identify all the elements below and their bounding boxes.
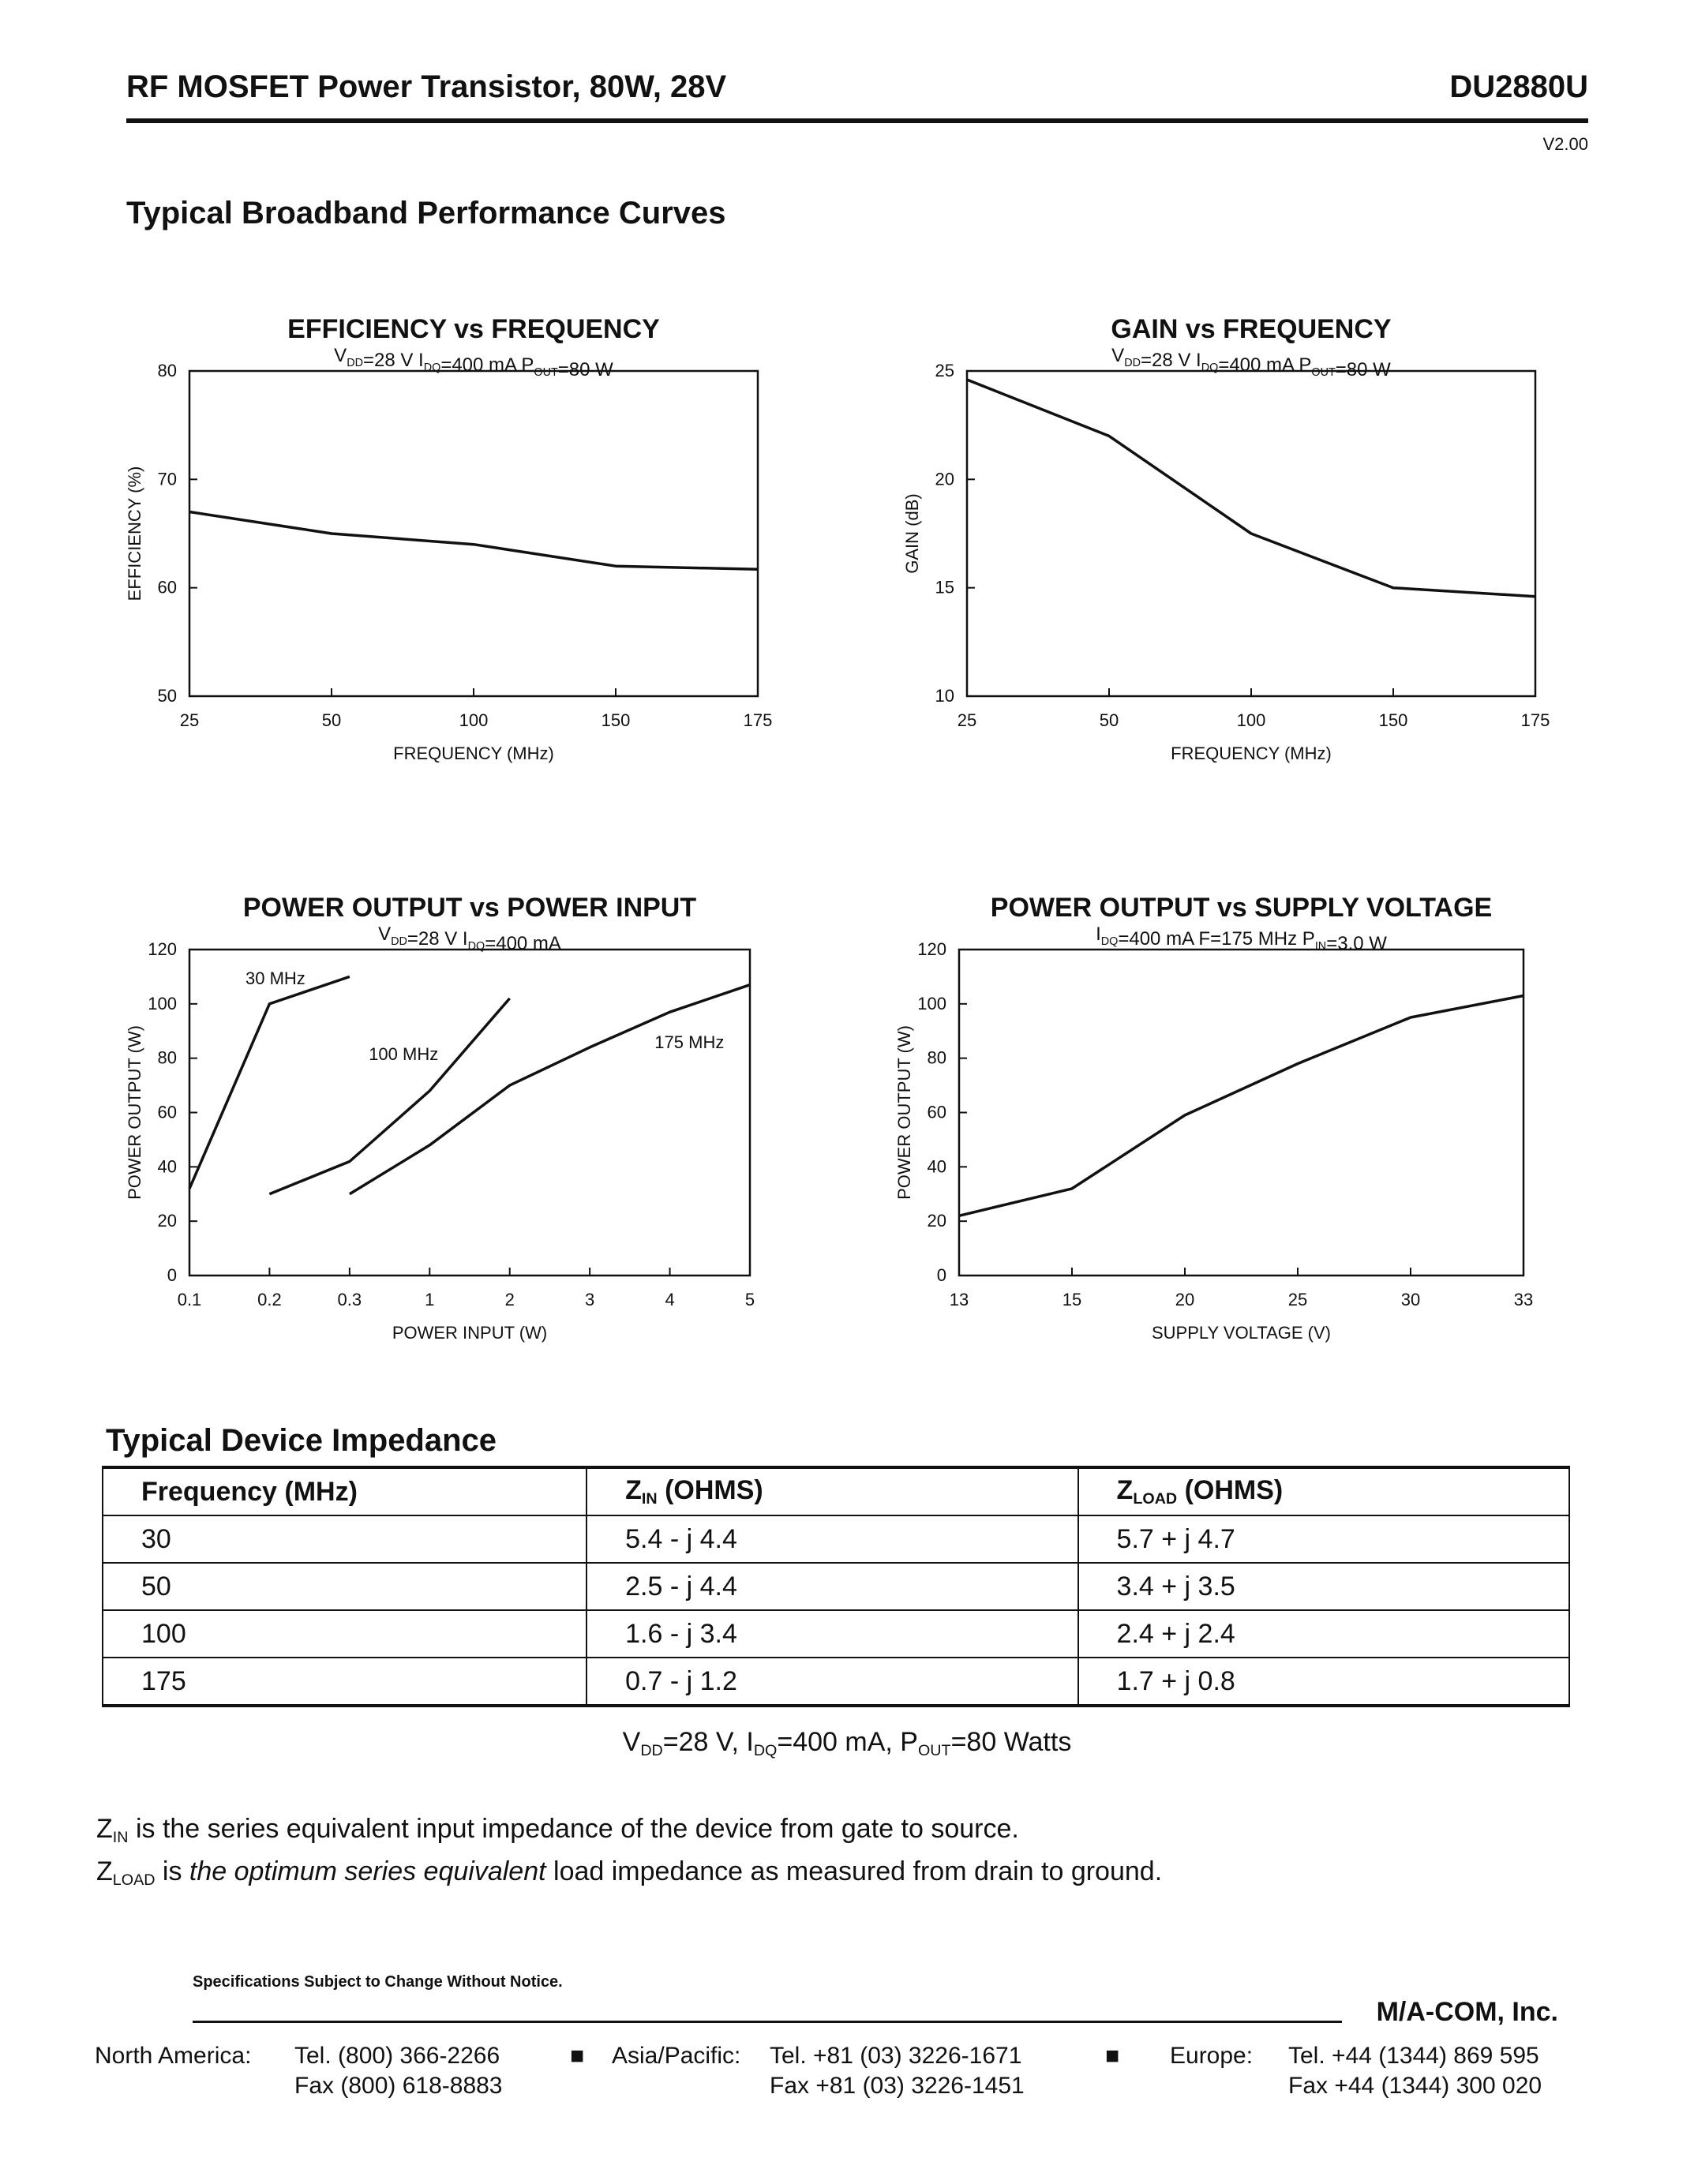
x-axis-label: FREQUENCY (MHz) — [393, 744, 554, 763]
chart-subtitle: $V_{DD}=28$ V $I_{DQ}=400$ mA $P_{OUT}=80$ W — [334, 345, 613, 380]
series-label: 100 MHz — [369, 1044, 439, 1064]
x-tick-label: 25 — [957, 710, 977, 730]
power-output-vs-supply-voltage-chart — [860, 876, 1555, 1350]
impedance-conditions: $V_{DD}=28$ V, $I_{DQ}=400$ mA, $P_{OUT}=80$ Watts — [622, 1727, 1072, 1759]
series-line — [350, 985, 750, 1194]
document-title: RF MOSFET Power Transistor, 80W, 28V — [126, 69, 727, 104]
disclaimer: Specifications Subject to Change Without Notice. — [193, 1973, 563, 1991]
x-tick-label: 50 — [1099, 710, 1119, 730]
x-tick-label: 150 — [1378, 710, 1408, 730]
company-name: M/A-COM, Inc. — [1376, 1997, 1558, 2027]
header-rule — [126, 118, 1588, 123]
table-cell: 0.7 - j 1.2 — [587, 1658, 1077, 1706]
series-line — [269, 998, 509, 1194]
x-axis-label: POWER INPUT (W) — [392, 1323, 548, 1343]
section-title: Typical Broadband Performance Curves — [126, 196, 726, 230]
x-tick-label: 150 — [601, 710, 631, 730]
y-tick-label: 40 — [927, 1156, 946, 1177]
y-axis-label: POWER OUTPUT (W) — [125, 1025, 144, 1200]
y-tick-label: 10 — [935, 686, 954, 706]
eu-label: Europe: — [1170, 2043, 1254, 2069]
y-tick-label: 60 — [927, 1102, 946, 1122]
zin-note: $Z_{IN}$ is the series equivalent input impedance of the device from gate to source. — [96, 1814, 1019, 1846]
chart-title: POWER OUTPUT vs SUPPLY VOLTAGE — [990, 893, 1493, 923]
table-cell: 175 — [103, 1658, 587, 1706]
y-tick-label: 120 — [148, 939, 177, 959]
y-tick-label: 40 — [157, 1156, 177, 1177]
x-tick-label: 33 — [1513, 1290, 1534, 1309]
x-tick-label: 5 — [744, 1290, 755, 1309]
y-axis-label: EFFICIENCY (%) — [125, 466, 144, 601]
efficiency-vs-frequency-chart — [111, 292, 781, 774]
x-tick-label: 25 — [179, 710, 200, 730]
table-cell: 2.5 - j 4.4 — [587, 1563, 1077, 1610]
table-cell: 3.4 + j 3.5 — [1078, 1563, 1569, 1610]
x-tick-label: 30 — [1400, 1290, 1421, 1309]
y-tick-label: 20 — [935, 469, 954, 489]
x-tick-label: 1 — [425, 1290, 435, 1309]
series-line — [959, 996, 1523, 1216]
column-header: Frequency (MHz) — [103, 1467, 587, 1515]
chart-title: POWER OUTPUT vs POWER INPUT — [242, 893, 697, 923]
footer-rule — [193, 2021, 1342, 2023]
table-cell: 5.4 - j 4.4 — [587, 1515, 1077, 1563]
column-header: $Z_{LOAD}$ (OHMS) — [1078, 1467, 1569, 1515]
x-tick-label: 0.3 — [337, 1290, 362, 1309]
x-tick-label: 25 — [1287, 1290, 1308, 1309]
bullet: ■ — [1105, 2043, 1120, 2069]
y-tick-label: 100 — [917, 993, 946, 1013]
y-tick-label: 60 — [157, 1102, 177, 1122]
x-tick-label: 175 — [743, 710, 773, 730]
x-tick-label: 100 — [459, 710, 489, 730]
column-header: $Z_{IN}$ (OHMS) — [587, 1467, 1077, 1515]
table-cell: 2.4 + j 2.4 — [1078, 1610, 1569, 1658]
ap-label: Asia/Pacific: — [612, 2043, 741, 2069]
series-label: 30 MHz — [245, 968, 305, 988]
chart-subtitle: $I_{DQ}=400$ mA F=175 MHz $P_{IN}=3.0$ W — [1096, 923, 1387, 954]
na-tel: Tel. (800) 366-2266 — [294, 2043, 500, 2069]
y-tick-label: 0 — [167, 1265, 177, 1285]
x-tick-label: 13 — [949, 1290, 969, 1309]
power-output-vs-power-input-chart — [95, 876, 789, 1350]
chart-subtitle: $V_{DD}=28$ V $I_{DQ}=400$ mA — [378, 923, 561, 954]
ap-fax: Fax +81 (03) 3226-1451 — [770, 2073, 1025, 2099]
table-row — [103, 1610, 1569, 1658]
y-tick-label: 100 — [148, 993, 177, 1013]
gain-vs-frequency-chart — [876, 292, 1550, 774]
y-tick-label: 70 — [157, 469, 177, 489]
table-row — [103, 1515, 1569, 1563]
plot-frame — [189, 950, 750, 1276]
y-tick-label: 0 — [936, 1265, 946, 1285]
series-label: 175 MHz — [654, 1032, 725, 1052]
series-line — [189, 976, 350, 1189]
y-tick-label: 50 — [157, 686, 177, 706]
y-axis-label: POWER OUTPUT (W) — [894, 1025, 914, 1200]
chart-title: EFFICIENCY vs FREQUENCY — [287, 314, 660, 344]
table-row — [103, 1563, 1569, 1610]
x-tick-label: 15 — [1062, 1290, 1082, 1309]
y-tick-label: 60 — [157, 577, 177, 598]
y-tick-label: 80 — [927, 1047, 946, 1068]
table-cell: 1.7 + j 0.8 — [1078, 1658, 1569, 1706]
x-tick-label: 50 — [321, 710, 342, 730]
part-number: DU2880U — [1449, 69, 1588, 104]
x-tick-label: 100 — [1236, 710, 1266, 730]
x-tick-label: 3 — [585, 1290, 595, 1309]
impedance-table — [102, 1466, 1570, 1707]
y-tick-label: 20 — [927, 1211, 946, 1231]
na-fax: Fax (800) 618-8883 — [294, 2073, 503, 2099]
eu-fax: Fax +44 (1344) 300 020 — [1288, 2073, 1542, 2099]
y-axis-label: GAIN (dB) — [902, 493, 922, 574]
table-cell: 100 — [103, 1610, 587, 1658]
plot-frame — [189, 371, 758, 696]
series-line — [189, 512, 758, 570]
x-tick-label: 0.2 — [257, 1290, 282, 1309]
table-cell: 1.6 - j 3.4 — [587, 1610, 1077, 1658]
table-row — [103, 1658, 1569, 1706]
y-tick-label: 20 — [157, 1211, 177, 1231]
x-tick-label: 4 — [665, 1290, 675, 1309]
table-cell: 30 — [103, 1515, 587, 1563]
plot-frame — [959, 950, 1523, 1276]
na-label: North America: — [95, 2043, 252, 2069]
version-label: V2.00 — [1542, 134, 1588, 154]
table-header-row — [103, 1467, 1569, 1515]
x-axis-label: FREQUENCY (MHz) — [1171, 744, 1332, 763]
ap-tel: Tel. +81 (03) 3226-1671 — [770, 2043, 1022, 2069]
y-tick-label: 25 — [935, 361, 954, 380]
x-axis-label: SUPPLY VOLTAGE (V) — [1152, 1323, 1331, 1343]
table-cell: 5.7 + j 4.7 — [1078, 1515, 1569, 1563]
y-tick-label: 80 — [157, 361, 177, 380]
bullet: ■ — [570, 2043, 585, 2069]
y-tick-label: 15 — [935, 577, 954, 598]
x-tick-label: 0.1 — [177, 1290, 202, 1309]
table-cell: 50 — [103, 1563, 587, 1610]
chart-title: GAIN vs FREQUENCY — [1111, 314, 1392, 344]
x-tick-label: 175 — [1520, 710, 1550, 730]
x-tick-label: 20 — [1175, 1290, 1195, 1309]
y-tick-label: 80 — [157, 1047, 177, 1068]
zload-note: $Z_{LOAD}$ is the optimum series equivalent load impedance as measured from drain to ground. — [96, 1856, 1163, 1889]
impedance-title: Typical Device Impedance — [106, 1423, 497, 1458]
x-tick-label: 2 — [504, 1290, 515, 1309]
chart-subtitle: $V_{DD}=28$ V $I_{DQ}=400$ mA $P_{OUT}=80$ W — [1111, 345, 1391, 380]
y-tick-label: 120 — [917, 939, 946, 959]
series-line — [967, 380, 1535, 597]
eu-tel: Tel. +44 (1344) 869 595 — [1288, 2043, 1539, 2069]
